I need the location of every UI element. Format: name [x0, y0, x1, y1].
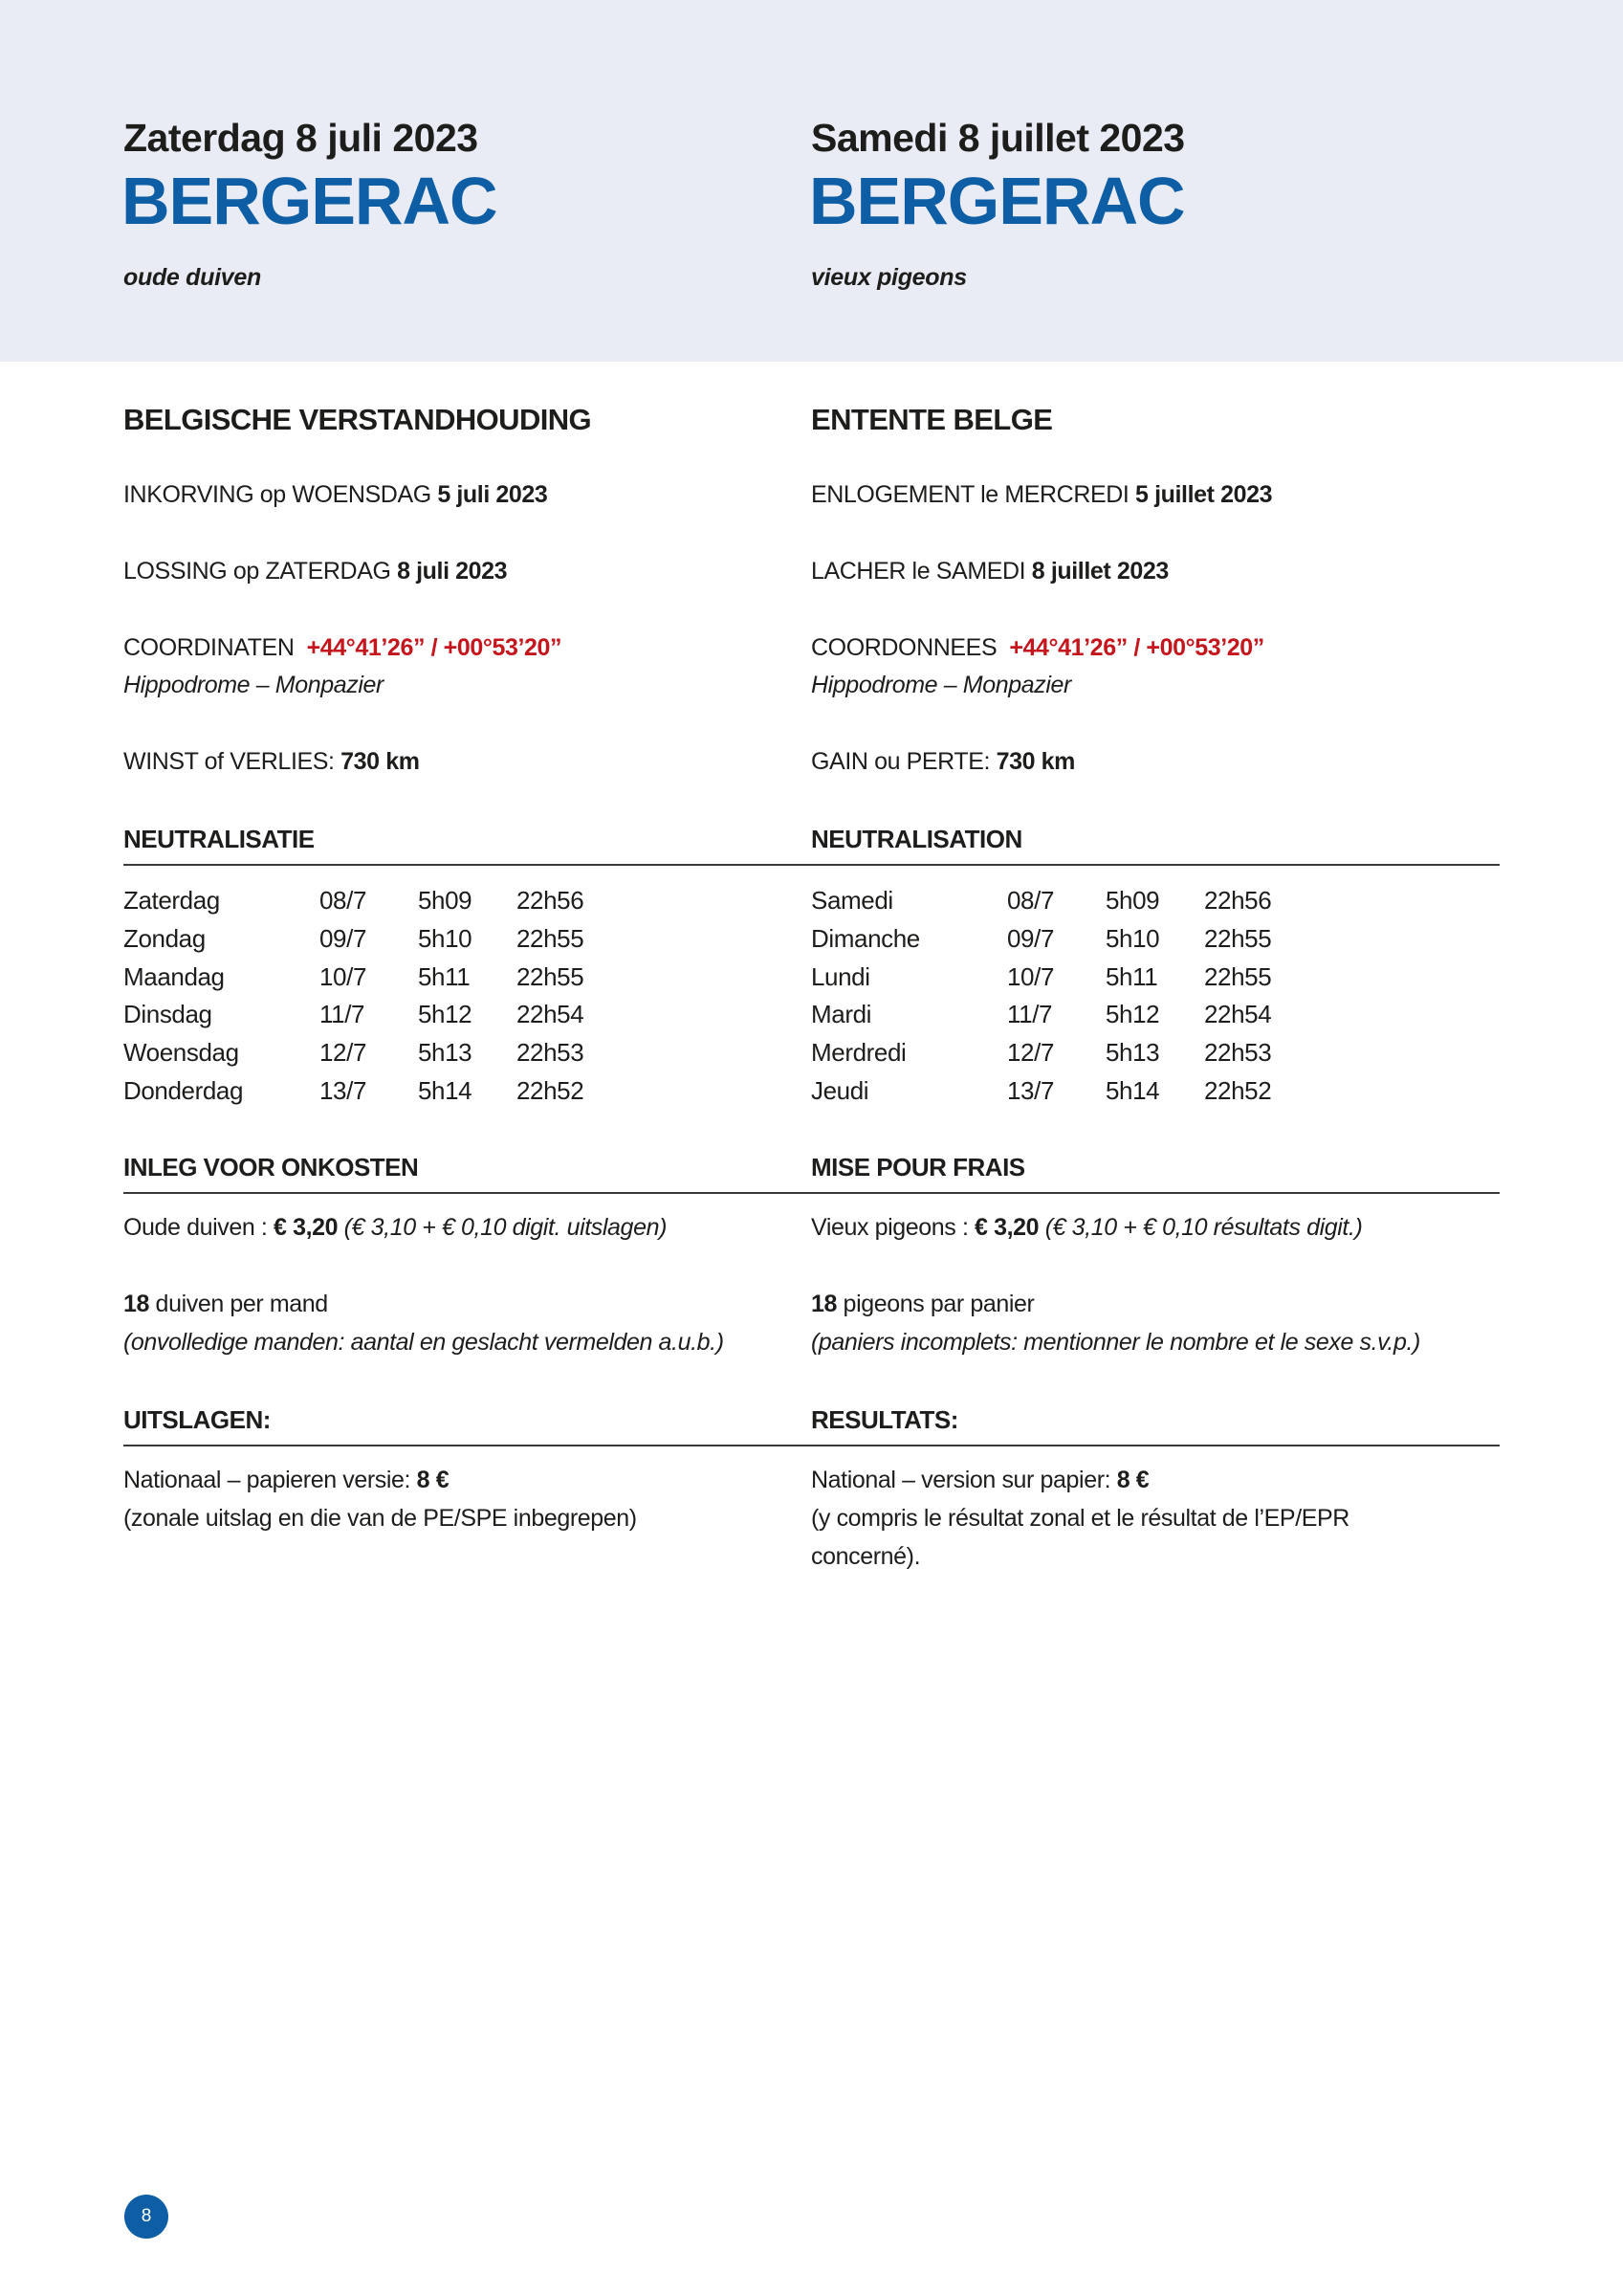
fr-category: vieux pigeons: [811, 264, 967, 291]
nl-org-title: BELGISCHE VERSTANDHOUDING: [123, 403, 592, 436]
fr-neutralisation-title: NEUTRALISATION: [811, 825, 1022, 853]
fr-release-date: 8 juillet 2023: [1031, 558, 1169, 585]
nl-basket-note: (onvolledige manden: aantal en geslacht vermelden a.u.b.): [123, 1329, 724, 1356]
fr-results-label: National – version sur papier:: [811, 1467, 1117, 1493]
neutralisation-day-cell: Dinsdag: [123, 1000, 212, 1029]
nl-fee-label: Oude duiven :: [123, 1214, 274, 1241]
neutralisation-day-cell: Merdredi: [811, 1038, 907, 1068]
neutralisation-end-cell: 22h54: [516, 1000, 584, 1029]
neutralisation-date-cell: 08/7: [319, 886, 367, 915]
nl-results-label: Nationaal – papieren versie:: [123, 1467, 417, 1493]
nl-neutralisation-title: NEUTRALISATIE: [123, 825, 315, 853]
fr-date: Samedi 8 juillet 2023: [811, 116, 1185, 160]
neutralisation-date-cell: 11/7: [319, 1000, 365, 1029]
nl-coords-value: +44°41’26” / +00°53’20”: [306, 634, 562, 661]
neutralisation-end-cell: 22h53: [516, 1038, 584, 1068]
neutralisation-day-cell: Mardi: [811, 1000, 872, 1029]
fr-basketing-label: ENLOGEMENT le MERCREDI: [811, 481, 1136, 508]
neutralisation-start-cell: 5h10: [1106, 923, 1160, 953]
nl-basket: [123, 1291, 328, 1318]
nl-coords-label: COORDINATEN: [123, 634, 301, 661]
neutralisation-end-cell: 22h55: [1204, 923, 1272, 953]
nl-fee-detail: (€ 3,10 + € 0,10 digit. uitslagen): [338, 1214, 667, 1241]
fr-distance: [811, 748, 1075, 776]
neutralisation-day-cell: Lundi: [811, 961, 870, 991]
nl-results-title: UITSLAGEN:: [123, 1405, 271, 1434]
neutralisation-date-cell: 09/7: [1007, 923, 1055, 953]
fr-release: [811, 558, 1169, 585]
neutralisation-start-cell: 5h12: [1106, 1000, 1160, 1029]
neutralisation-start-cell: 5h11: [1106, 961, 1158, 991]
fees-divider: [123, 1192, 1500, 1194]
fr-results-value: 8 €: [1116, 1467, 1150, 1493]
neutralisation-date-cell: 10/7: [1007, 961, 1055, 991]
fr-coords-value: +44°41’26” / +00°53’20”: [1009, 634, 1264, 661]
nl-distance: [123, 748, 420, 776]
neutralisation-date-cell: 10/7: [319, 961, 367, 991]
fr-basket: [811, 1291, 1034, 1318]
neutralisation-start-cell: 5h13: [1106, 1038, 1160, 1068]
nl-fees-title: INLEG VOOR ONKOSTEN: [123, 1153, 419, 1181]
neutralisation-start-cell: 5h12: [418, 1000, 472, 1029]
neutralisation-end-cell: 22h52: [1204, 1076, 1272, 1105]
fr-results-title: RESULTATS:: [811, 1405, 958, 1434]
neutralisation-date-cell: 12/7: [1007, 1038, 1055, 1068]
fr-fee-detail: (€ 3,10 + € 0,10 résultats digit.): [1039, 1214, 1363, 1241]
neutralisation-day-cell: Samedi: [811, 886, 893, 915]
fr-city-title: BERGERAC: [809, 164, 1185, 238]
neutralisation-end-cell: 22h54: [1204, 1000, 1272, 1029]
neutralisation-day-cell: Donderdag: [123, 1076, 244, 1105]
nl-coordinates: [123, 634, 561, 662]
fr-fee-label: Vieux pigeons :: [811, 1214, 976, 1241]
neutralisation-day-cell: Dimanche: [811, 923, 920, 953]
nl-basket-count: 18: [123, 1291, 150, 1317]
neutralisation-date-cell: 09/7: [319, 923, 367, 953]
nl-distance-value: 730 km: [340, 748, 420, 775]
neutralisation-date-cell: 11/7: [1007, 1000, 1053, 1029]
fr-distance-label: GAIN ou PERTE:: [811, 748, 997, 775]
nl-release-date: 8 juli 2023: [397, 558, 508, 585]
fr-org-title: ENTENTE BELGE: [811, 403, 1053, 436]
neutralisation-start-cell: 5h14: [1106, 1076, 1160, 1105]
page-number-badge: 8: [124, 2195, 168, 2239]
fr-distance-value: 730 km: [996, 748, 1076, 775]
neutralisation-day-cell: Zondag: [123, 923, 206, 953]
neutralisation-end-cell: 22h53: [1204, 1038, 1272, 1068]
neutralisation-day-cell: Maandag: [123, 961, 225, 991]
nl-basketing-date: 5 juli 2023: [437, 481, 548, 508]
fr-coordinates: [811, 634, 1264, 662]
nl-fee-value: € 3,20: [274, 1214, 339, 1241]
fr-fee: [811, 1214, 1362, 1242]
fr-results: [811, 1467, 1149, 1494]
neutralisation-date-cell: 13/7: [1007, 1076, 1055, 1105]
neutralisation-date-cell: 12/7: [319, 1038, 367, 1068]
nl-results-note: (zonale uitslag en die van de PE/SPE inbegrepen): [123, 1505, 637, 1532]
fr-coords-label: COORDONNEES: [811, 634, 1003, 661]
nl-city-title: BERGERAC: [121, 164, 497, 238]
fr-basketing-date: 5 juillet 2023: [1135, 481, 1273, 508]
neutralisation-start-cell: 5h10: [418, 923, 472, 953]
neutralisation-start-cell: 5h13: [418, 1038, 472, 1068]
neutralisation-end-cell: 22h56: [1204, 886, 1272, 915]
fr-basket-text: pigeons par panier: [837, 1291, 1035, 1317]
neutralisation-date-cell: 08/7: [1007, 886, 1055, 915]
nl-results: [123, 1467, 449, 1494]
neutralisation-end-cell: 22h52: [516, 1076, 584, 1105]
fr-basket-note: (paniers incomplets: mentionner le nombre et le sexe s.v.p.): [811, 1329, 1420, 1356]
nl-basketing-label: INKORVING op WOENSDAG: [123, 481, 438, 508]
fr-results-note-line-2: concerné).: [811, 1543, 921, 1570]
fr-release-label: LACHER le SAMEDI: [811, 558, 1032, 585]
neutralisation-end-cell: 22h56: [516, 886, 584, 915]
fr-fees-title: MISE POUR FRAIS: [811, 1153, 1025, 1181]
fr-results-note-line-1: (y compris le résultat zonal et le résultat de l’EP/EPR: [811, 1505, 1349, 1532]
neutralisation-day-cell: Woensdag: [123, 1038, 239, 1068]
fr-location: Hippodrome – Monpazier: [811, 672, 1071, 698]
neutralisation-end-cell: 22h55: [516, 923, 584, 953]
neutralisation-divider: [123, 864, 1500, 866]
fr-fee-value: € 3,20: [975, 1214, 1040, 1241]
nl-release: [123, 558, 507, 585]
nl-basket-text: duiven per mand: [149, 1291, 328, 1317]
nl-category: oude duiven: [123, 264, 261, 291]
nl-release-label: LOSSING op ZATERDAG: [123, 558, 398, 585]
nl-basketing: [123, 481, 547, 509]
fr-basket-count: 18: [811, 1291, 838, 1317]
nl-distance-label: WINST of VERLIES:: [123, 748, 341, 775]
neutralisation-start-cell: 5h14: [418, 1076, 472, 1105]
neutralisation-start-cell: 5h11: [418, 961, 471, 991]
nl-fee: [123, 1214, 667, 1242]
neutralisation-day-cell: Jeudi: [811, 1076, 869, 1105]
neutralisation-end-cell: 22h55: [1204, 961, 1272, 991]
neutralisation-start-cell: 5h09: [418, 886, 472, 915]
neutralisation-day-cell: Zaterdag: [123, 886, 220, 915]
nl-date: Zaterdag 8 juli 2023: [123, 116, 478, 160]
results-divider: [123, 1445, 1500, 1446]
fr-basketing: [811, 481, 1272, 509]
nl-results-value: 8 €: [416, 1467, 450, 1493]
neutralisation-start-cell: 5h09: [1106, 886, 1160, 915]
neutralisation-end-cell: 22h55: [516, 961, 584, 991]
nl-location: Hippodrome – Monpazier: [123, 672, 384, 698]
neutralisation-date-cell: 13/7: [319, 1076, 367, 1105]
